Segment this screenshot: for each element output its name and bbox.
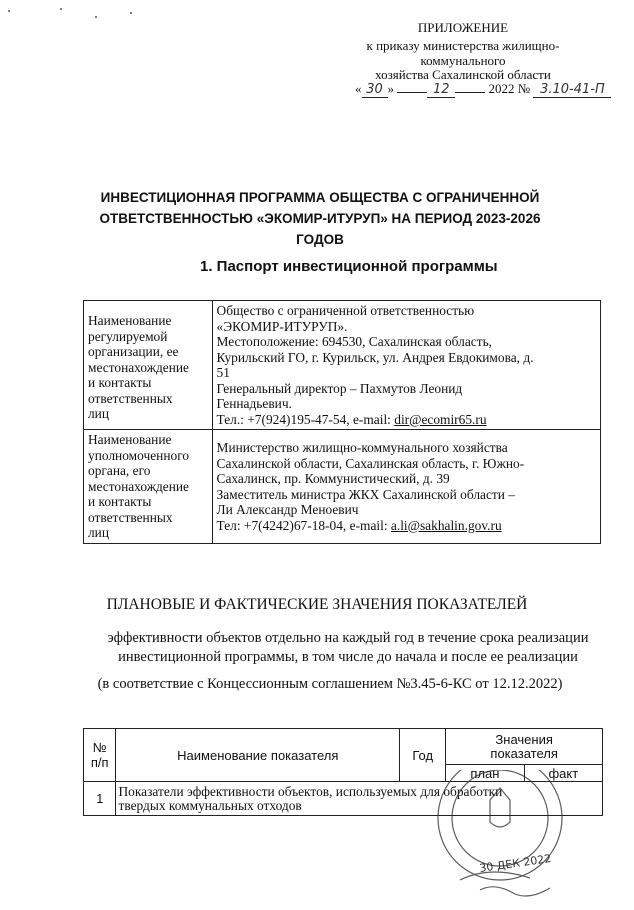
passport-row-organization (84, 301, 601, 430)
passport-value-authority: Министерство жилищно-коммунального хозяйства Сахалинской области, Сахалинская область, г. Южно- Сахалинск, пр. Коммунистический, д. 39 Заместитель министра ЖКХ Сахалинской области – Ли Александр Меноевич Тел: +7(4242)67-18-04, e-mail: a.li@sakhalin.gov.ru (212, 430, 600, 544)
scan-speck (130, 12, 132, 14)
col-header-plan: план (446, 765, 524, 782)
scan-speck (95, 16, 97, 18)
passport-label-organization: Наименование регулируемой организации, ее местонахождение и контакты ответственных лиц (84, 301, 213, 430)
passport-label-authority: Наименование уполномоченного органа, его местонахождение и контакты ответственных лиц (84, 430, 213, 544)
agreement-note: (в соответствие с Концессионным соглашением №3.45-6-КС от 12.12.2022) (97, 676, 563, 692)
col-header-fact: факт (524, 765, 602, 782)
section-heading: 1. Паспорт инвестиционной программы (200, 258, 498, 275)
seal-date: 30 ДЕК 2022 (478, 852, 553, 875)
order-line-2: коммунального (420, 53, 506, 68)
appendix-label: ПРИЛОЖЕНИЕ (417, 20, 509, 35)
row-number: 1 (84, 782, 116, 816)
order-date-line: « 30 » 12 2022 № 3.10-41-П (355, 81, 611, 98)
order-line-1: к приказу министерства жилищно- (366, 38, 560, 53)
indicators-header-row (84, 729, 603, 765)
title-line-1: ИНВЕСТИЦИОННАЯ ПРОГРАММА ОБЩЕСТВА С ОГРАНИЧЕННОЙ (100, 190, 540, 205)
order-day: 30 (362, 82, 388, 98)
org-phone: Тел.: +7(924)195-47-54, e-mail: (216, 411, 395, 427)
official-seal-icon (420, 770, 600, 910)
col-header-year: Год (400, 729, 446, 782)
indicators-subheading: эффективности объектов отдельно на каждый год в течение срока реализации инвестиционной программы, в том числе до начала и после ее реализации (107, 630, 589, 665)
scan-speck (60, 8, 62, 10)
order-year: 2022 № (488, 81, 531, 96)
scan-speck (8, 10, 10, 12)
order-line-3: хозяйства Сахалинской области (375, 67, 551, 82)
title-line-2: ОТВЕТСТВЕННОСТЬЮ «ЭКОМИР-ИТУРУП» НА ПЕРИОД 2023-2026 ГОДОВ (99, 211, 541, 247)
col-header-number: № п/п (84, 729, 116, 782)
col-header-values: Значения показателя (446, 729, 603, 765)
col-header-name: Наименование показателя (116, 729, 400, 782)
row-name: Показатели эффективности объектов, используемых для обработки твердых коммунальных отходов (116, 782, 603, 816)
authority-phone: Тел: +7(4242)67-18-04, e-mail: (216, 517, 391, 533)
passport-value-organization: Общество с ограниченной ответственностью «ЭКОМИР-ИТУРУП». Местоположение: 694530, Сахалинская область, Курильский ГО, г. Курильск, ул. Андрея Евдокимова, д. 51 Генеральный директор – Пахмутов Леонид Геннадьевич. Тел.: +7(924)195-47-54, e-mail: dir@ecomir65.ru (212, 301, 600, 430)
authority-email-link[interactable]: a.li@sakhalin.gov.ru (390, 517, 502, 533)
order-month: 12 (427, 82, 455, 98)
order-number: 3.10-41-П (533, 82, 611, 98)
indicators-heading: ПЛАНОВЫЕ И ФАКТИЧЕСКИЕ ЗНАЧЕНИЯ ПОКАЗАТЕЛЕЙ (106, 596, 528, 613)
document-title (80, 187, 560, 250)
passport-row-authority (84, 430, 601, 544)
org-email-link[interactable]: dir@ecomir65.ru (394, 411, 487, 427)
passport-table (83, 300, 601, 544)
